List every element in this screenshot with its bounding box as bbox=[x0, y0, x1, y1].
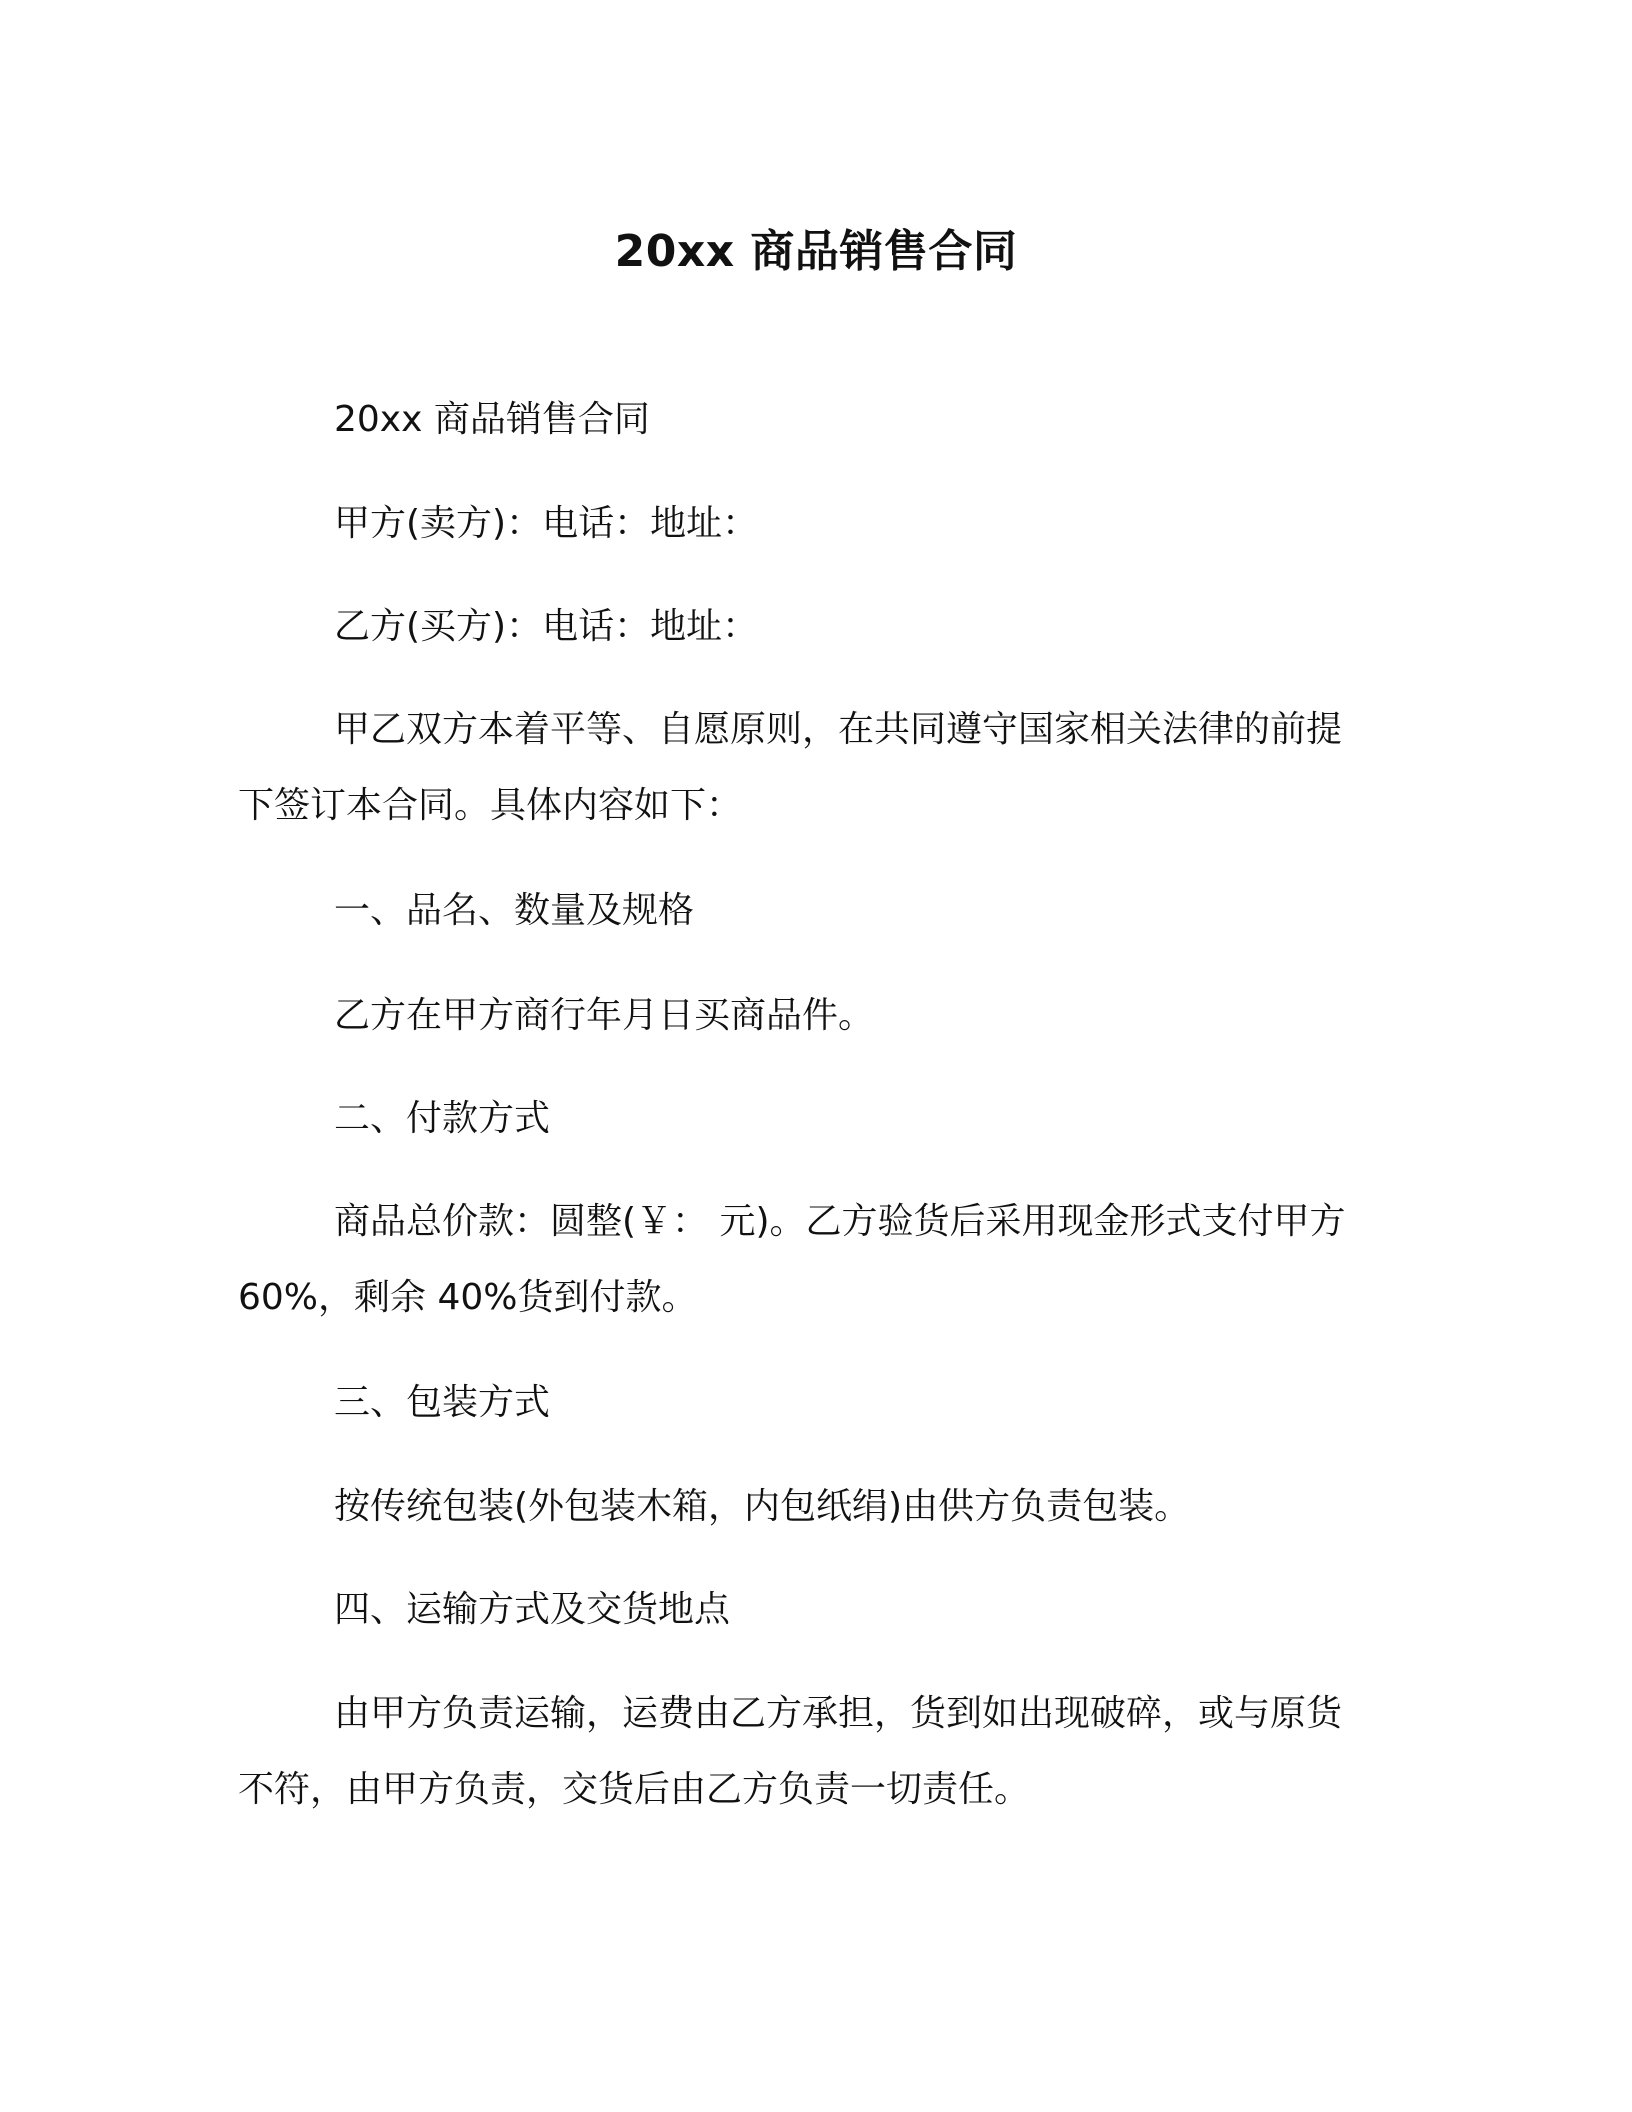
document-title: 20xx 商品销售合同 bbox=[614, 226, 1018, 277]
section-4-heading: 四、运输方式及交货地点 bbox=[334, 1589, 731, 1630]
party-b-line: 乙方(买方)：电话：地址： bbox=[334, 606, 759, 647]
section-1-body: 乙方在甲方商行年月日买商品件。 bbox=[334, 995, 875, 1036]
section-3-heading: 三、包装方式 bbox=[334, 1382, 551, 1423]
party-a-line: 甲方(卖方)：电话：地址： bbox=[334, 503, 759, 544]
section-2-body-line-1: 商品总价款：圆整(￥： 元)。乙方验货后采用现金形式支付甲方 bbox=[334, 1201, 1346, 1242]
section-3-body: 按传统包装(外包装木箱，内包纸绢)由供方负责包装。 bbox=[334, 1486, 1191, 1527]
preamble-line-2: 下签订本合同。具体内容如下： bbox=[238, 785, 743, 826]
section-2-body-line-2: 60%，剩余 40%货到付款。 bbox=[238, 1277, 698, 1318]
section-4-body-line-2: 不符，由甲方负责，交货后由乙方负责一切责任。 bbox=[238, 1769, 1031, 1810]
section-1-heading: 一、品名、数量及规格 bbox=[334, 890, 695, 931]
contract-heading-line: 20xx 商品销售合同 bbox=[334, 399, 650, 440]
section-2-heading: 二、付款方式 bbox=[334, 1098, 551, 1139]
preamble-line-1: 甲乙双方本着平等、自愿原则，在共同遵守国家相关法律的前提 bbox=[334, 709, 1343, 750]
section-4-body-line-1: 由甲方负责运输，运费由乙方承担，货到如出现破碎，或与原货 bbox=[334, 1693, 1343, 1734]
